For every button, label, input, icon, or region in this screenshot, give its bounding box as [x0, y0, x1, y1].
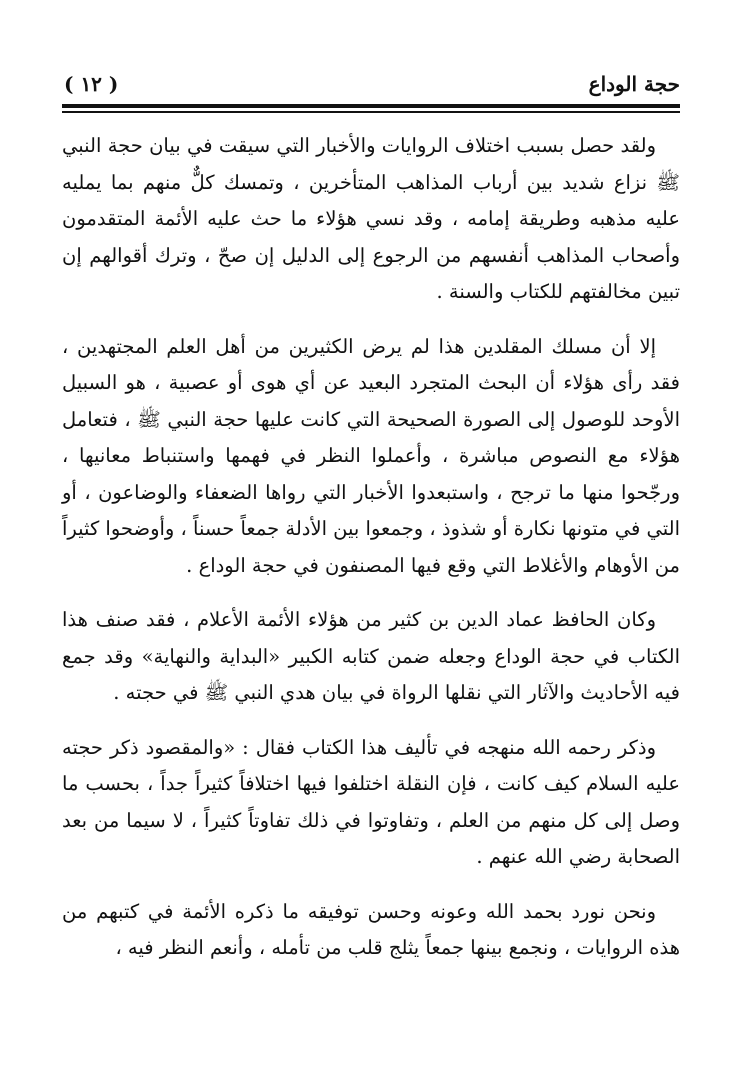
page-number: ( ١٢ ): [64, 72, 119, 96]
paragraph: وذكر رحمه الله منهجه في تأليف هذا الكتاب فقال : «والمقصود ذكر حجته عليه السلام كيف كانت ، فإن النقلة اختلفوا فيها اختلافاً كثيراً جداً ، بحسب ما وصل إلى كل منهم من العلم ، وتفاوتوا في ذلك تفاوتاً كثيراً ، لا سيما من بعد الصحابة رضي الله عنهم .: [62, 735, 680, 868]
paragraph: إلا أن مسلك المقلدين هذا لم يرض الكثيرين من أهل العلم المجتهدين ، فقد رأى هؤلاء أن البحث المتجرد البعيد عن أي هوى أو عصبية ، هو السبيل الأوحد للوصول إلى الصورة الصحيحة التي كانت عليها حجة النبي ﷺ ، فتعامل هؤلاء مع النصوص مباشرة ، وأعملوا النظر في فهمها واستنباط معانيها ، ورجّحوا منها ما ترجح ، واستبعدوا الأخبار التي رواها الضعفاء والوضاعون ، أو التي في متونها نكارة أو شذوذ ، وجمعوا بين الأدلة جمعاً حسناً ، وأوضحوا كثيراً من الأوهام والأغلاط التي وقع فيها المصنفون في حجة الوداع .: [62, 334, 680, 577]
header-rule-thin: [62, 111, 680, 113]
running-title: حجة الوداع: [588, 72, 680, 96]
paragraph: ونحن نورد بحمد الله وعونه وحسن توفيقه ما ذكره الأئمة في كتبهم من هذه الروايات ، ونجمع بينها جمعاً يثلج قلب من تأمله ، وأنعم النظر فيه ،: [62, 899, 680, 959]
body-text: [62, 128, 680, 967]
running-header: [62, 70, 680, 100]
paragraph: وكان الحافظ عماد الدين بن كثير من هؤلاء الأئمة الأعلام ، فقد صنف هذا الكتاب في حجة الوداع وجعله ضمن كتابه الكبير «البداية والنهاية» وقد جمع فيه الأحاديث والآثار التي نقلها الرواة في بيان هدي النبي ﷺ في حجته .: [62, 608, 680, 704]
paragraph: ولقد حصل بسبب اختلاف الروايات والأخبار التي سيقت في بيان حجة النبي ﷺ نزاع شديد بين أرباب المذاهب المتأخرين ، وتمسك كلٌّ منهم بما يمليه عليه مذهبه وطريقة إمامه ، وقد نسي هؤلاء ما حث عليه الأئمة المتقدمون وأصحاب المذاهب أنفسهم من الرجوع إلى الدليل إن صحّ ، وترك أقوالهم إن تبين مخالفتهم للكتاب والسنة .: [62, 134, 680, 303]
header-rule-thick: [62, 104, 680, 108]
